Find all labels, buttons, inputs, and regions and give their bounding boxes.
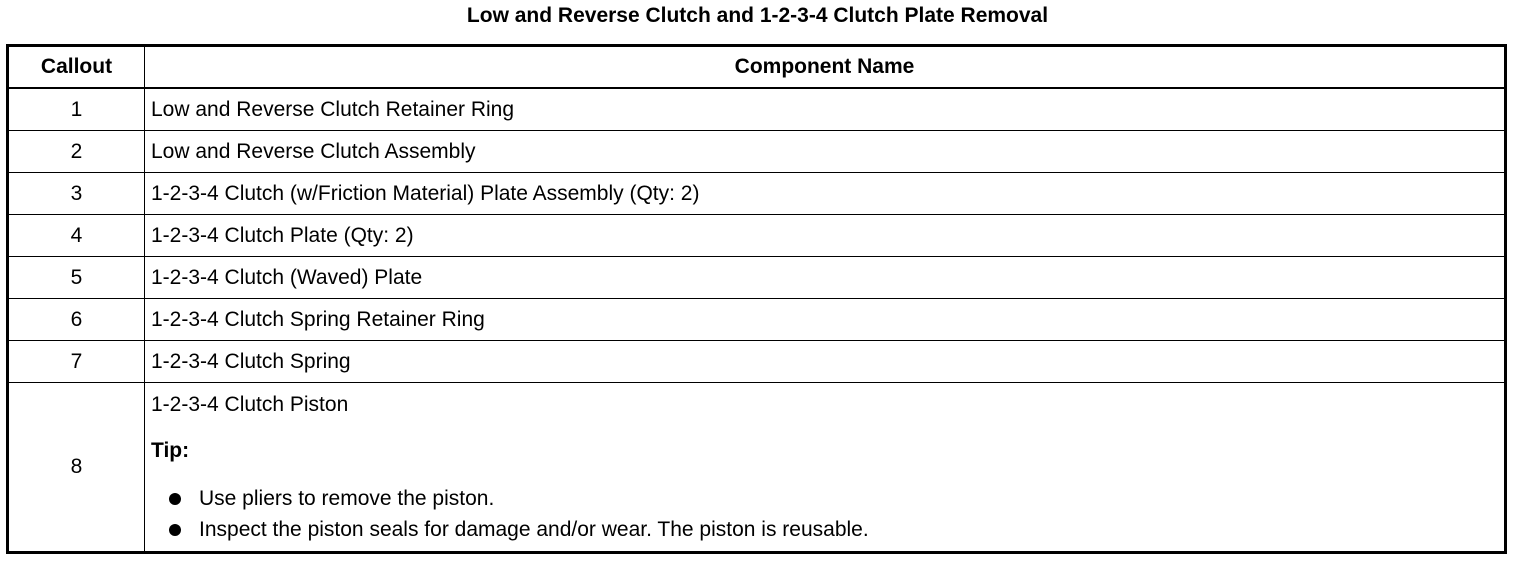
- callout-number: 3: [8, 173, 145, 215]
- tip-text: Inspect the piston seals for damage and/or wear. The piston is reusable.: [199, 518, 869, 541]
- callout-number: 8: [8, 383, 145, 553]
- bullet-dot-icon: [169, 524, 181, 536]
- component-name-column-header: Component Name: [145, 46, 1506, 89]
- table-row: [8, 299, 1506, 341]
- component-name: 1-2-3-4 Clutch Spring Retainer Ring: [145, 299, 1506, 341]
- component-name: Low and Reverse Clutch Assembly: [145, 131, 1506, 173]
- tip-list: [151, 483, 1498, 545]
- table-row: [8, 257, 1506, 299]
- tip-text: Use pliers to remove the piston.: [199, 487, 495, 510]
- tip-label: Tip:: [151, 439, 190, 462]
- callout-number: 6: [8, 299, 145, 341]
- table-row: [8, 215, 1506, 257]
- component-name: 1-2-3-4 Clutch (Waved) Plate: [145, 257, 1506, 299]
- table-row: [8, 88, 1506, 131]
- component-table: [6, 44, 1507, 554]
- component-name-with-tip: [145, 383, 1506, 553]
- table-row: [8, 383, 1506, 553]
- document-title: Low and Reverse Clutch and 1-2-3-4 Clutch Plate Removal: [466, 4, 1049, 27]
- component-name: 1-2-3-4 Clutch Plate (Qty: 2): [145, 215, 1506, 257]
- table-row: [8, 341, 1506, 383]
- table-row: [8, 131, 1506, 173]
- component-name: Low and Reverse Clutch Retainer Ring: [145, 88, 1506, 131]
- callout-number: 2: [8, 131, 145, 173]
- bullet-dot-icon: [169, 493, 181, 505]
- table-header-row: [8, 46, 1506, 89]
- table-row: [8, 173, 1506, 215]
- callout-number: 7: [8, 341, 145, 383]
- component-name: 1-2-3-4 Clutch (w/Friction Material) Plate Assembly (Qty: 2): [145, 173, 1506, 215]
- list-item: [169, 483, 1498, 514]
- component-name: 1-2-3-4 Clutch Piston: [151, 393, 349, 416]
- callout-number: 1: [8, 88, 145, 131]
- callout-number: 4: [8, 215, 145, 257]
- callout-number: 5: [8, 257, 145, 299]
- callout-column-header: Callout: [8, 46, 145, 89]
- list-item: [169, 514, 1498, 545]
- component-name: 1-2-3-4 Clutch Spring: [145, 341, 1506, 383]
